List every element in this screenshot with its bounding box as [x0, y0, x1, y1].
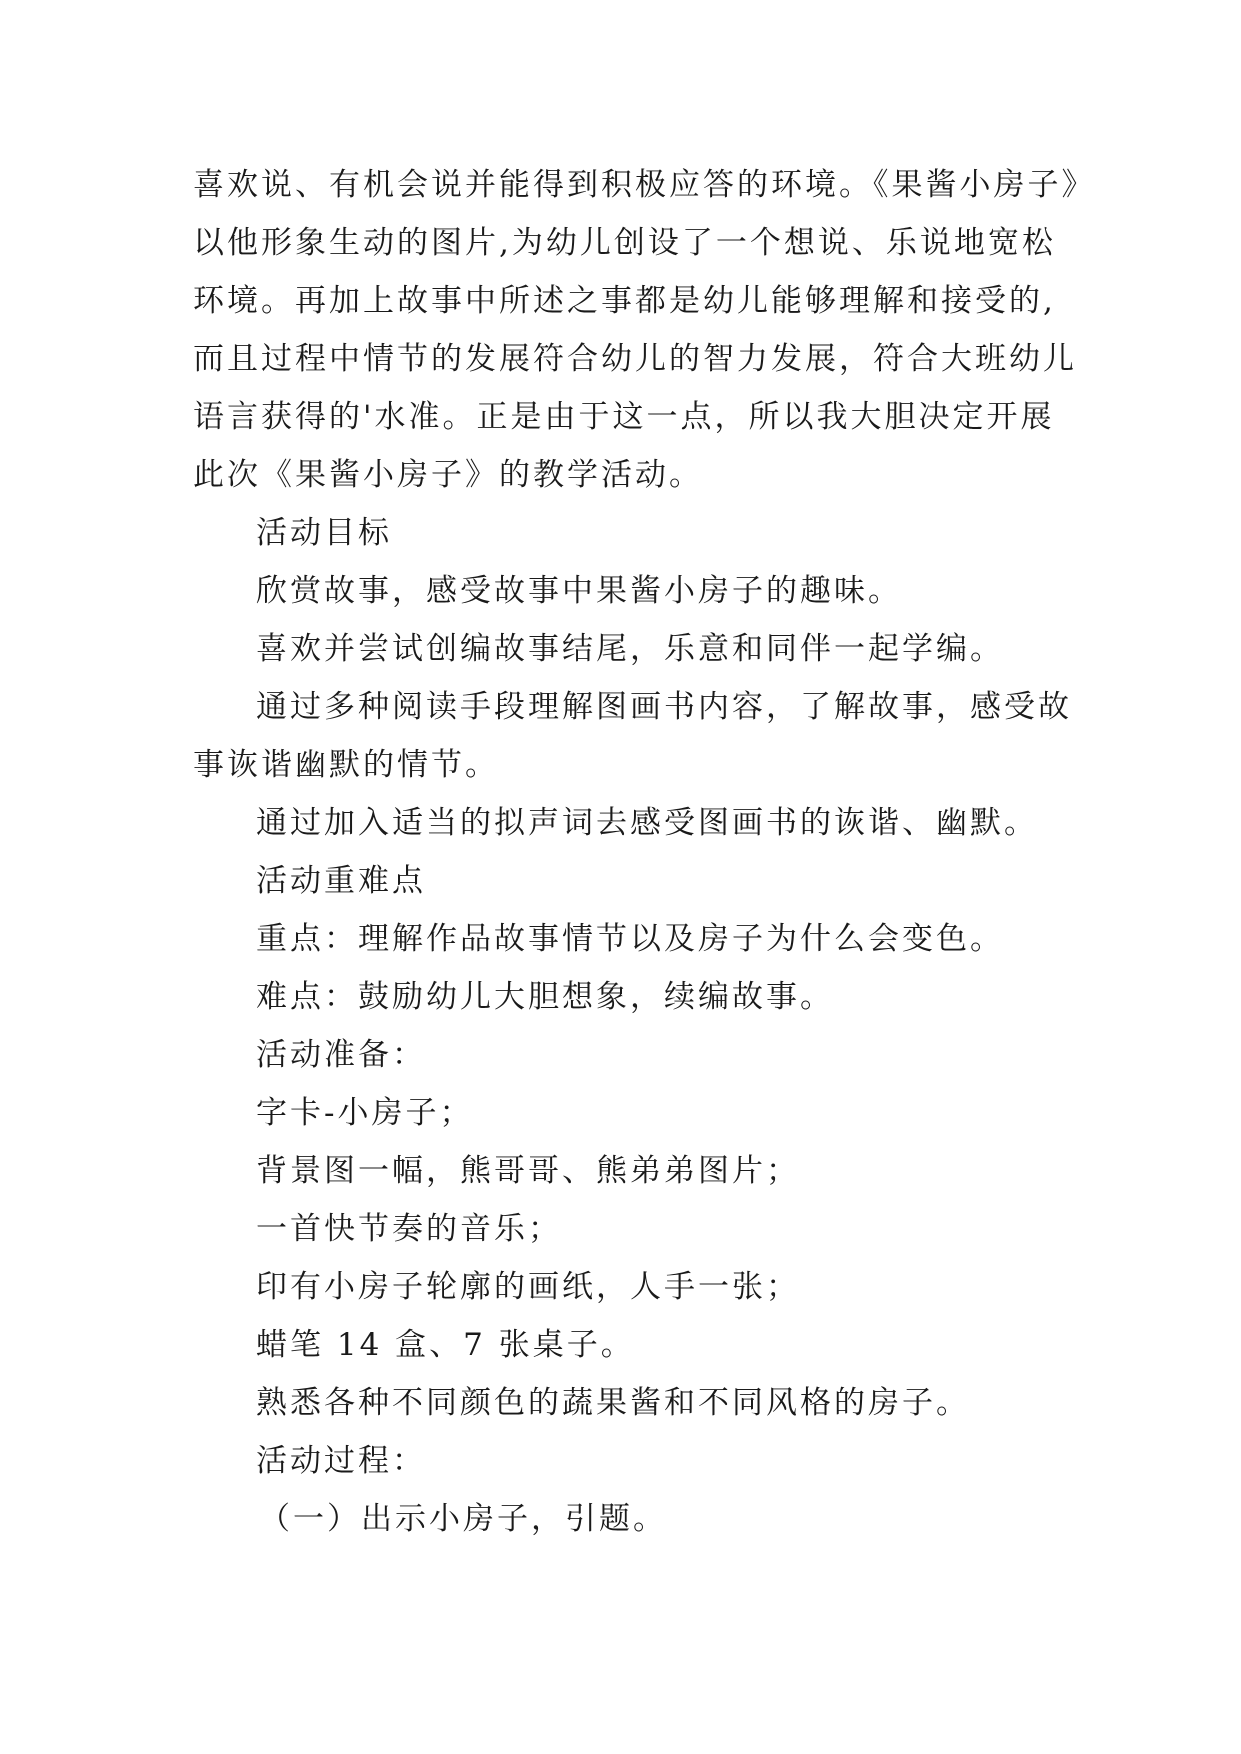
paragraph-line: 喜欢说、有机会说并能得到积极应答的环境。《果酱小房子》: [193, 167, 1096, 203]
section-heading-process: 活动过程：: [256, 1443, 426, 1479]
paragraph-line: 此次《果酱小房子》的教学活动。: [193, 457, 703, 493]
preparation-item: 印有小房子轮廓的画纸，人手一张；: [256, 1269, 800, 1305]
goal-item: 通过加入适当的拟声词去感受图画书的诙谐、幽默。: [256, 805, 1038, 841]
section-heading-key-points: 活动重难点: [256, 863, 426, 899]
preparation-item: 一首快节奏的音乐；: [256, 1211, 562, 1247]
process-step: （一）出示小房子，引题。: [259, 1501, 667, 1537]
section-heading-goals: 活动目标: [256, 515, 392, 551]
goal-item: 欣赏故事，感受故事中果酱小房子的趣味。: [256, 573, 902, 609]
key-point-item: 重点：理解作品故事情节以及房子为什么会变色。: [256, 921, 1004, 957]
paragraph-line: 而且过程中情节的发展符合幼儿的智力发展，符合大班幼儿: [193, 341, 1077, 377]
preparation-item: 背景图一幅，熊哥哥、熊弟弟图片；: [256, 1153, 800, 1189]
goal-item: 喜欢并尝试创编故事结尾，乐意和同伴一起学编。: [256, 631, 1004, 667]
goal-item: 通过多种阅读手段理解图画书内容，了解故事，感受故: [256, 689, 1072, 725]
preparation-item: 熟悉各种不同颜色的蔬果酱和不同风格的房子。: [256, 1385, 970, 1421]
section-heading-preparation: 活动准备：: [256, 1037, 426, 1073]
paragraph-line: 以他形象生动的图片,为幼儿创设了一个想说、乐说地宽松: [193, 225, 1056, 261]
paragraph-line: 环境。再加上故事中所述之事都是幼儿能够理解和接受的,: [193, 283, 1056, 319]
difficulty-item: 难点：鼓励幼儿大胆想象，续编故事。: [256, 979, 834, 1015]
goal-item-continuation: 事诙谐幽默的情节。: [193, 747, 499, 783]
paragraph-line: 语言获得的'水准。正是由于这一点，所以我大胆决定开展: [193, 399, 1055, 435]
preparation-item: 字卡-小房子；: [256, 1095, 474, 1131]
preparation-item: 蜡笔 14 盒、7 张桌子。: [256, 1327, 635, 1363]
